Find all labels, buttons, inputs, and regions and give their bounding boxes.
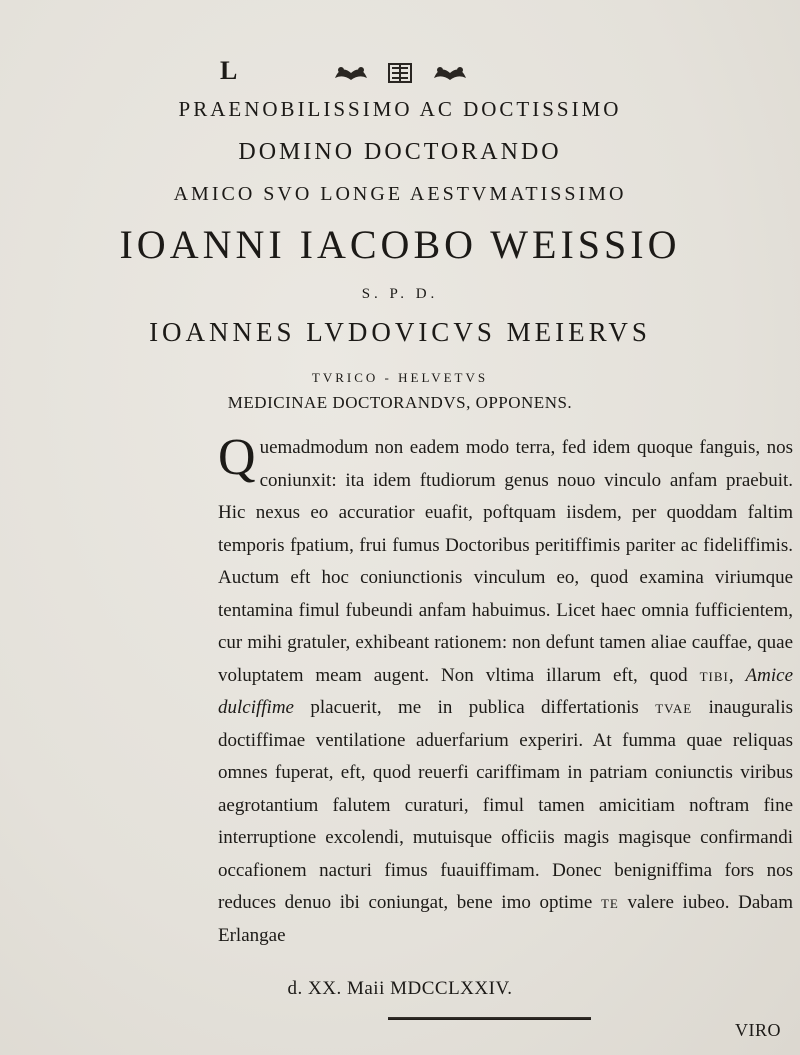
dedication-line-2: DOMINO DOCTORANDO <box>238 139 562 165</box>
body-amice: Amice dulciffime <box>218 664 794 718</box>
letter-body: Quemadmodum non eadem modo terra, fed idem quoque fanguis, nos coniunxit: ita idem ftudiorum genus nouo vinculo anfam praebuit. Hic nexus eo accuratior euafit, poftquam iisdem, per quoddam faltim temporis fpatium, frui fumus Doctoribus peritiffimis pariter ac fideliffimis. Auctum eft hoc coniunctionis vinculum eo, quod examina viriumque tentamina fimul fubeundi anfam habuimus. Licet haec omnia fufficientem, cur mihi gratuler, exhibeant rationem: non defunt tamen aliae cauffae, quae voluptatem meam augent. Non vltima illarum eft, quod tibi, Amice dulciffime placuerit, me in publica differtationis tvae inauguralis doctiffimae ventilatione aduerfarium experiri. At fumma quae reliquas omnes fuperat, eft, quod reuerfi cariffimam in patriam coniunctis viribus aegrotantium falutem curaturi, fimul tamen amicitiam noftram fine interruptione excolendi, mutuisque officiis magis magisque confirmandi occafionem nacturi fimus fuauiffimam. Donec benigniffima fors nos reduces denuo ibi coniungat, bene imo optime te valere iubeo. Dabam Erlangae <box>218 429 794 946</box>
recipient-name: IOANNI IACOBO WEISSIO <box>119 222 681 267</box>
dedication-line-3: AMICO SVO LONGE AESTVMATISSIMO <box>173 183 627 205</box>
catchword: VIRO <box>735 1020 781 1040</box>
date-line: d. XX. Maii MDCCLXXIV. <box>287 978 513 999</box>
divider-rule <box>388 1017 591 1020</box>
printer-ornament <box>0 58 800 85</box>
author-title: MEDICINAE DOCTORANDVS, OPPONENS. <box>227 393 573 412</box>
body-part-2: placuerit, me in publica differtationis <box>310 697 639 718</box>
body-tvae: tvae <box>655 697 693 718</box>
salutation: S. P. D. <box>361 286 439 302</box>
body-tibi: tibi <box>699 664 729 686</box>
body-part-4: valere iubeo. Dabam Erlangae <box>218 892 794 946</box>
body-part-3: inauguralis doctiffimae ventilatione aduerfarium experiri. At fumma quae reliquas omnes fuperat, eft, quod reuerfi cariffimam in patriam coniunctis viribus aegrotantium falutem curaturi, fimul tamen amicitiam noftram fine interruptione excolendi, mutuisque officiis magis magisque confirmandi occafionem nacturi fimus fuauiffimam. Donec benigniffima fors nos reduces denuo ibi coniungat, bene imo optime <box>218 697 794 913</box>
drop-cap: Q <box>218 429 256 486</box>
author-name: IOANNES LVDOVICVS MEIERVS <box>149 317 651 347</box>
dedication-line-1: PRAENOBILISSIMO AC DOCTISSIMO <box>178 97 622 121</box>
signature-mark: L <box>220 56 239 85</box>
author-origin: TVRICO - HELVETVS <box>311 370 489 385</box>
body-te: te <box>600 892 619 913</box>
fleuron-center-icon <box>386 61 414 85</box>
fleuron-right-icon <box>430 62 470 84</box>
fleuron-left-icon <box>331 62 371 84</box>
body-part-1: uemadmodum non eadem modo terra, fed idem quoque fanguis, nos coniunxit: ita idem ftudiorum genus nouo vinculo anfam praebuit. Hic nexus eo accuratior euafit, poftquam iisdem, per quoddam faltim temporis fpatium, frui fumus Doctoribus peritiffimis pariter ac fideliffimis. Auctum eft hoc coniunctionis vinculum eo, quod examina viriumque tentamina fimul fubeundi anfam habuimus. Licet haec omnia fufficientem, cur mihi gratuler, exhibeant rationem: non defunt tamen aliae cauffae, quae voluptatem meam augent. Non vltima illarum eft, quod <box>218 437 793 686</box>
